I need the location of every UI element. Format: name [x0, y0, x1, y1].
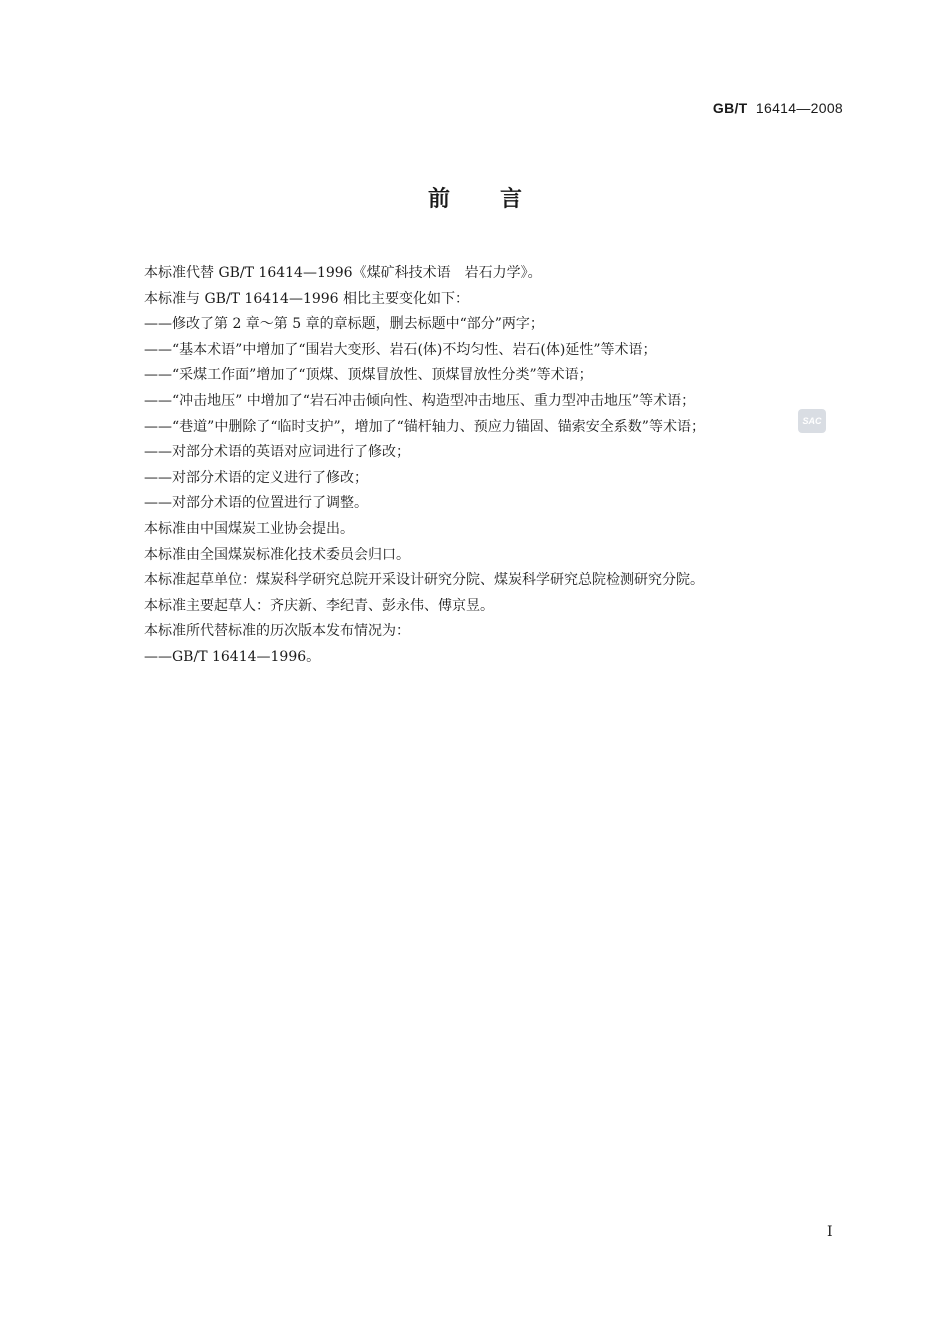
- page-title: 前言: [427, 187, 572, 212]
- text-line: ——“采煤工作面”增加了“顶煤、顶煤冒放性、顶煤冒放性分类”等术语；: [144, 367, 593, 384]
- text-line: 本标准起草单位：煤炭科学研究总院开采设计研究分院、煤炭科学研究总院检测研究分院。: [144, 572, 704, 589]
- text-line: 本标准与 GB/T 16414—1996 相比主要变化如下：: [144, 290, 470, 307]
- text-line: ——对部分术语的英语对应词进行了修改；: [144, 444, 410, 461]
- text-line: ——修改了第 2 章～第 5 章的章标题，删去标题中“部分”两字；: [144, 316, 544, 333]
- text-line: ——对部分术语的定义进行了修改；: [144, 469, 368, 486]
- text-line: ——“冲击地压” 中增加了“岩石冲击倾向性、构造型冲击地压、重力型冲击地压”等术语；: [144, 392, 696, 409]
- standard-code: [713, 100, 843, 116]
- text-line: 本标准由中国煤炭工业协会提出。: [144, 520, 354, 537]
- text-line: 本标准所代替标准的历次版本发布情况为：: [144, 623, 410, 640]
- text-line: ——对部分术语的位置进行了调整。: [144, 495, 368, 512]
- text-line: ——GB/T 16414—1996。: [144, 648, 321, 665]
- standard-code-prefix: GB/T: [712, 100, 748, 116]
- text-line: ——“巷道”中删除了“临时支护”，增加了“锚杆轴力、预应力锚固、锚索安全系数”等术语；: [144, 418, 705, 435]
- page-number: I: [827, 1224, 833, 1240]
- standard-code-number: 16414—2008: [755, 100, 843, 116]
- foreword-body: [144, 261, 824, 671]
- sac-watermark-logo: SAC: [798, 409, 826, 433]
- text-line: 本标准代替 GB/T 16414—1996《煤矿科技术语 岩石力学》。: [144, 265, 542, 281]
- text-line: ——“基本术语”中增加了“围岩大变形、岩石(体)不均匀性、岩石(体)延性”等术语；: [144, 341, 657, 358]
- text-line: 本标准主要起草人：齐庆新、李纪青、彭永伟、傅京昱。: [144, 597, 494, 614]
- text-line: 本标准由全国煤炭标准化技术委员会归口。: [144, 546, 410, 563]
